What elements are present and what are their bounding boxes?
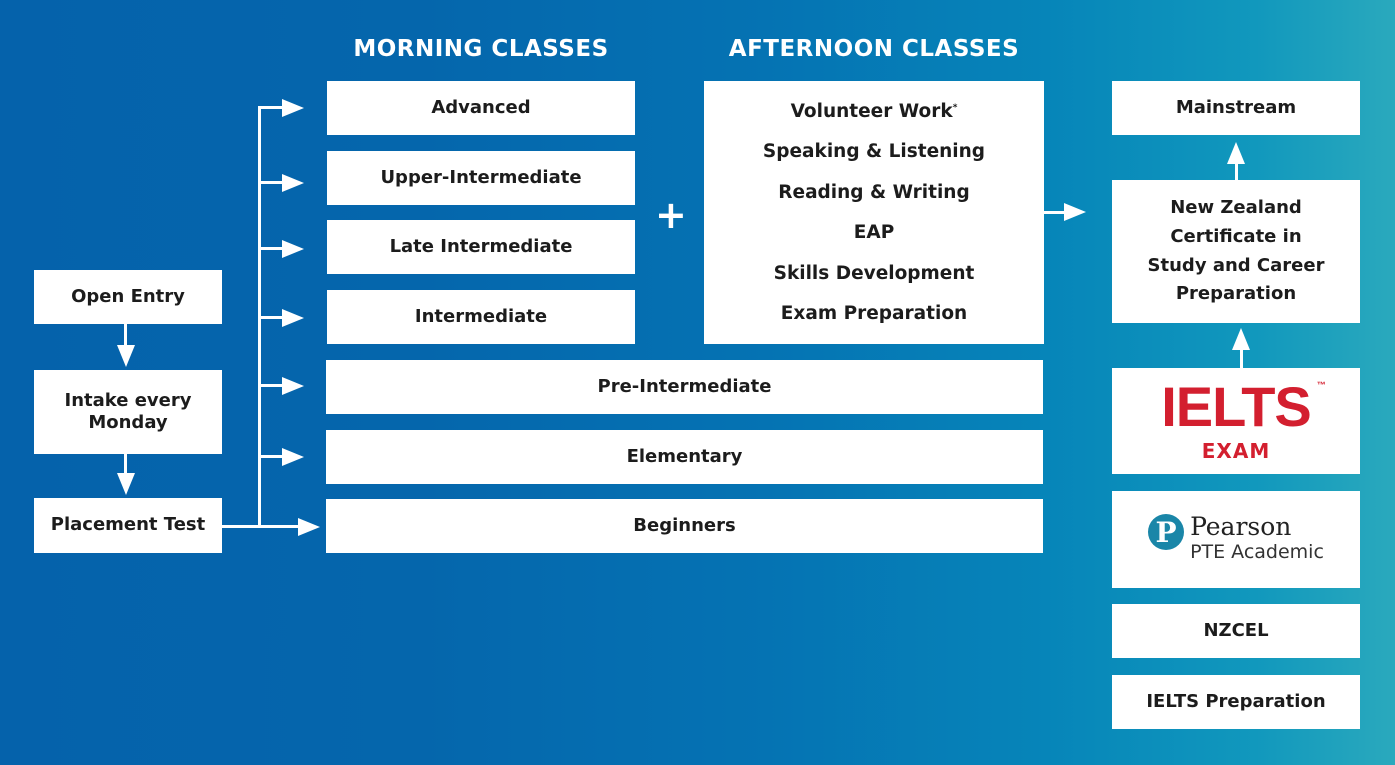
afternoon-class-item: Volunteer Work* xyxy=(790,100,958,122)
arrow-down-icon xyxy=(117,473,135,495)
class-label: Elementary xyxy=(626,445,743,467)
arrow-up-icon xyxy=(1232,328,1250,350)
ielts-logo: IELTS ™ xyxy=(1161,374,1325,438)
plus-icon: + xyxy=(655,193,687,237)
class-beginners xyxy=(326,499,1043,553)
afternoon-classes-header: AFTERNOON CLASSES xyxy=(728,36,1020,62)
arrow-intake-to-placement-line xyxy=(124,454,127,474)
intake-label: Intake every Monday xyxy=(64,389,192,433)
arrow-right-icon xyxy=(298,518,320,536)
intake-box xyxy=(34,370,222,454)
nz-certificate-box xyxy=(1112,180,1360,323)
nz-certificate-label: New Zealand Certificate in Study and Career Preparation xyxy=(1147,196,1325,305)
arrow-right-icon xyxy=(282,99,304,117)
trademark-symbol: ™ xyxy=(1316,379,1325,390)
branch-horizontal-line xyxy=(222,525,302,528)
ielts-exam-box xyxy=(1112,368,1360,474)
class-advanced xyxy=(327,81,635,135)
branch-arrow-intermediate-line xyxy=(258,316,284,319)
arrow-right-icon xyxy=(282,309,304,327)
branch-arrow-late-line xyxy=(258,247,284,250)
placement-test-box xyxy=(34,498,222,553)
arrow-right-icon xyxy=(282,174,304,192)
pearson-pte-box xyxy=(1112,491,1360,588)
class-label: Beginners xyxy=(633,514,736,536)
class-label: Late Intermediate xyxy=(389,235,573,257)
mainstream-label: Mainstream xyxy=(1175,96,1297,118)
arrow-open-to-intake-line xyxy=(124,324,127,346)
branch-arrow-upper-line xyxy=(258,181,284,184)
afternoon-class-item: Skills Development xyxy=(773,262,975,284)
ielts-preparation-box xyxy=(1112,675,1360,729)
class-label: Intermediate xyxy=(414,305,548,327)
arrow-right-icon xyxy=(1064,203,1086,221)
class-elementary xyxy=(326,430,1043,484)
class-pre-intermediate xyxy=(326,360,1043,414)
placement-test-label: Placement Test xyxy=(50,514,206,536)
afternoon-class-item: Exam Preparation xyxy=(780,303,968,325)
morning-classes-header: MORNING CLASSES xyxy=(353,36,609,62)
nzcel-label: NZCEL xyxy=(1203,619,1269,641)
pearson-brand: Pearson xyxy=(1190,512,1292,542)
nzcel-box xyxy=(1112,604,1360,658)
arrow-up-icon xyxy=(1227,142,1245,164)
class-upper-intermediate xyxy=(327,151,635,205)
ielts-exam-label: EXAM xyxy=(1201,438,1271,463)
arrow-cert-to-mainstream-line xyxy=(1235,162,1238,180)
afternoon-class-item: Reading & Writing xyxy=(778,181,970,203)
open-entry-box xyxy=(34,270,222,324)
afternoon-class-item: EAP xyxy=(853,222,895,244)
open-entry-label: Open Entry xyxy=(71,285,185,307)
arrow-right-icon xyxy=(282,448,304,466)
arrow-right-icon xyxy=(282,240,304,258)
arrow-right-icon xyxy=(282,377,304,395)
ielts-preparation-label: IELTS Preparation xyxy=(1146,690,1326,712)
class-label: Pre-Intermediate xyxy=(597,375,772,397)
footnote-marker: * xyxy=(952,102,958,113)
class-label: Upper-Intermediate xyxy=(380,166,582,188)
mainstream-box xyxy=(1112,81,1360,135)
class-label: Advanced xyxy=(431,96,531,118)
branch-arrow-pre-line xyxy=(258,384,284,387)
arrow-down-icon xyxy=(117,345,135,367)
afternoon-class-item: Speaking & Listening xyxy=(762,141,986,163)
afternoon-classes-box xyxy=(704,81,1044,344)
class-late-intermediate xyxy=(327,220,635,274)
pearson-logo-icon: P xyxy=(1148,514,1184,550)
branch-arrow-elementary-line xyxy=(258,455,284,458)
branch-arrow-advanced-line xyxy=(258,106,284,109)
arrow-ielts-to-cert-line xyxy=(1240,348,1243,368)
arrow-to-certificate-line xyxy=(1044,211,1066,214)
class-intermediate xyxy=(327,290,635,344)
pte-academic-label: PTE Academic xyxy=(1190,541,1324,564)
